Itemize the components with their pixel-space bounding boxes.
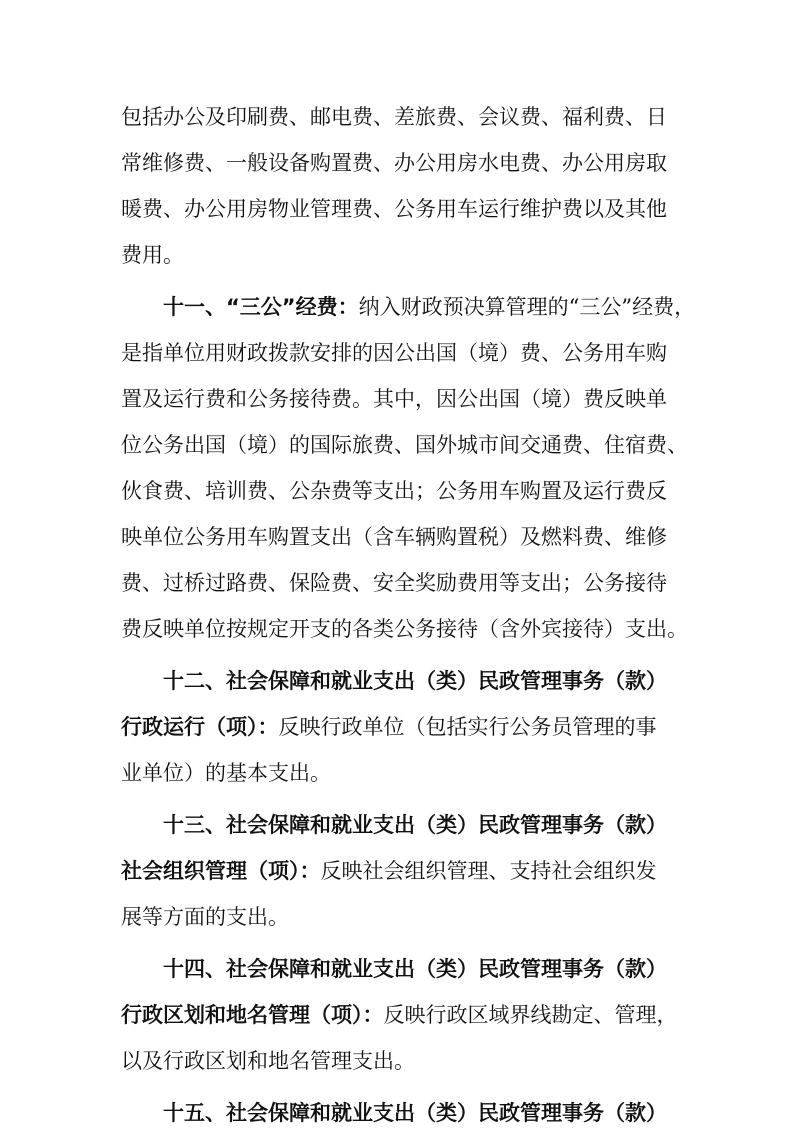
section-11-first-line	[121, 284, 696, 330]
text-run: 置及运行费和公务接待费。其中，因公出国（境）费反映单	[121, 387, 667, 411]
text-run: 暖费、办公用房物业管理费、公务用车运行维护费以及其他	[121, 197, 667, 221]
text-run: 费反映单位按规定开支的各类公务接待（含外宾接待）支出。	[121, 617, 688, 641]
section-14-heading	[121, 946, 681, 992]
text-run: 费用。	[121, 243, 184, 267]
section-13-heading	[121, 802, 681, 848]
paragraph-line	[121, 750, 681, 796]
text-run: 反映社会组织管理、支持社会组织发	[320, 859, 657, 883]
text-run: 纳入财政预决算管理的“三公”经费，	[358, 295, 696, 319]
text-run: 费、过桥过路费、保险费、安全奖励费用等支出；公务接待	[121, 571, 667, 595]
section-15-heading	[121, 1090, 681, 1136]
section-11-heading: 十一、“三公”经费：	[163, 295, 359, 319]
text-run: 反映行政区域界线勘定、管理，	[383, 1003, 678, 1027]
paragraph-line	[121, 606, 688, 652]
document-body	[121, 94, 696, 1136]
paragraph-line	[121, 186, 681, 232]
text-run: 以及行政区划和地名管理支出。	[121, 1049, 415, 1073]
paragraph-line	[121, 330, 681, 376]
text-run: 是指单位用财政拨款安排的因公出国（境）费、公务用车购	[121, 341, 667, 365]
text-run: 常维修费、一般设备购置费、办公用房水电费、办公用房取	[121, 151, 667, 175]
text-run: 十五、社会保障和就业支出（类）民政管理事务（款）	[163, 1101, 667, 1125]
paragraph-line	[121, 232, 681, 278]
text-run: 十二、社会保障和就业支出（类）民政管理事务（款）	[163, 669, 667, 693]
paragraph-line	[121, 94, 681, 140]
text-run: 反映行政单位（包括实行公务员管理的事	[278, 715, 657, 739]
paragraph-line	[121, 848, 681, 894]
paragraph-line	[121, 422, 688, 468]
text-run: 位公务出国（境）的国际旅费、国外城市间交通费、住宿费、	[121, 433, 688, 457]
paragraph-line	[121, 704, 681, 750]
paragraph-line	[121, 1038, 681, 1084]
paragraph-line	[121, 560, 681, 606]
text-run: 映单位公务用车购置支出（含车辆购置税）及燃料费、维修	[121, 525, 667, 549]
text-run: 伙食费、培训费、公杂费等支出；公务用车购置及运行费反	[121, 479, 667, 503]
paragraph-line	[121, 376, 681, 422]
text-run: 包括办公及印刷费、邮电费、差旅费、会议费、福利费、日	[121, 105, 667, 129]
paragraph-line	[121, 514, 681, 560]
paragraph-line	[121, 992, 681, 1038]
paragraph-line	[121, 894, 681, 940]
text-run: 业单位）的基本支出。	[121, 761, 331, 785]
section-12-heading	[121, 658, 681, 704]
paragraph-line	[121, 468, 681, 514]
section-14-item: 行政区划和地名管理（项）：	[121, 1003, 384, 1027]
paragraph-line	[121, 140, 681, 186]
text-run: 十四、社会保障和就业支出（类）民政管理事务（款）	[163, 957, 667, 981]
section-13-item: 社会组织管理（项）：	[121, 859, 321, 883]
section-12-item: 行政运行（项）：	[121, 715, 279, 739]
text-run: 十三、社会保障和就业支出（类）民政管理事务（款）	[163, 813, 667, 837]
text-run: 展等方面的支出。	[121, 905, 289, 929]
